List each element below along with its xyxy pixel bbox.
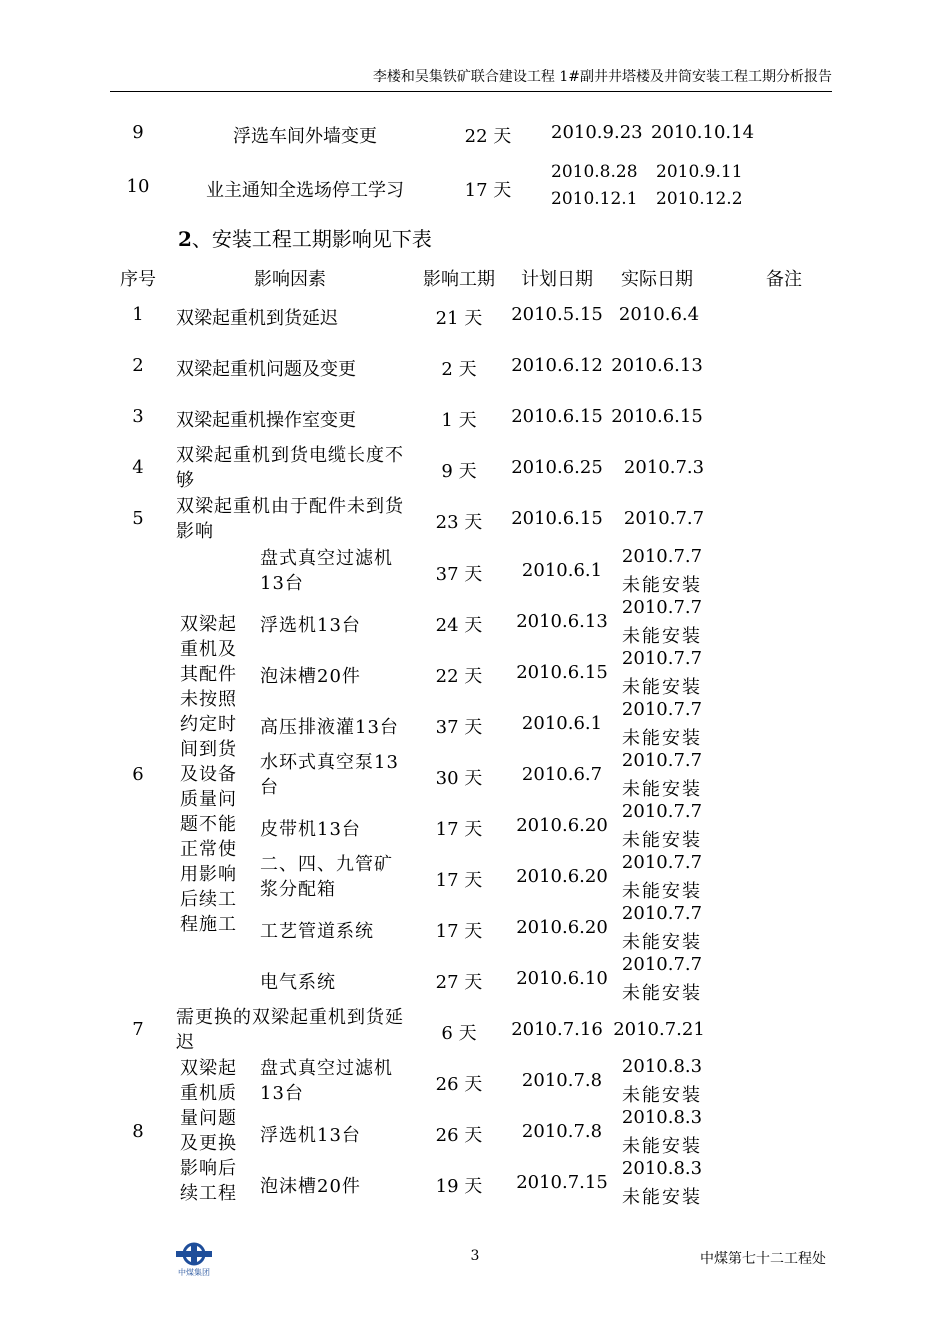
row-planned: 2010.6.15 bbox=[516, 662, 608, 683]
row-planned: 2010.5.15 bbox=[511, 304, 603, 325]
row-subitem: 二、四、九管矿浆分配箱 bbox=[260, 854, 393, 900]
row-subitem: 水环式真空泵13台 bbox=[260, 752, 399, 798]
row-days: 1 天 bbox=[441, 410, 477, 431]
row-status: 未能安装 bbox=[622, 728, 702, 749]
row-status: 未能安装 bbox=[622, 1136, 702, 1157]
row-status: 未能安装 bbox=[622, 575, 702, 596]
row-subitem: 盘式真空过滤机13台 bbox=[260, 548, 393, 594]
row-actual: 2010.7.7 bbox=[621, 750, 703, 771]
row-planned: 2010.7.8 bbox=[521, 1070, 603, 1091]
row-date-start: 2010.12.1 bbox=[551, 189, 638, 209]
row-days: 2 天 bbox=[441, 359, 477, 380]
row-planned: 2010.6.12 bbox=[511, 355, 603, 376]
row-status: 未能安装 bbox=[622, 779, 702, 800]
row-actual: 2010.6.15 bbox=[611, 406, 703, 427]
row-days: 37 天 bbox=[435, 564, 483, 585]
row-subitem: 泡沫槽20件 bbox=[260, 1176, 361, 1197]
col-header-planned: 计划日期 bbox=[521, 269, 593, 290]
row-factor: 业主通知全选场停工学习 bbox=[206, 180, 404, 201]
row-days: 17 天 bbox=[464, 180, 512, 201]
logo-text: 中煤集团 bbox=[178, 1268, 210, 1277]
row-status: 未能安装 bbox=[622, 830, 702, 851]
row-actual: 2010.7.7 bbox=[621, 546, 703, 567]
row-days: 6 天 bbox=[441, 1023, 477, 1044]
footer-org: 中煤第七十二工程处 bbox=[700, 1251, 826, 1267]
group-label: 双梁起重机及其配件未按照约定时间到货及设备质量问题不能正常使用影响后续工程施工 bbox=[180, 614, 237, 935]
row-planned: 2010.6.15 bbox=[511, 508, 603, 529]
row-days: 17 天 bbox=[435, 921, 483, 942]
row-actual: 2010.8.3 bbox=[621, 1056, 703, 1077]
row-factor: 双梁起重机由于配件未到货影响 bbox=[176, 496, 404, 542]
row-days: 22 天 bbox=[464, 126, 512, 147]
row-subitem: 皮带机13台 bbox=[260, 819, 361, 840]
row-subitem: 电气系统 bbox=[260, 972, 336, 993]
col-header-days: 影响工期 bbox=[423, 269, 495, 290]
section-number: 2 bbox=[178, 227, 192, 251]
row-actual: 2010.8.3 bbox=[621, 1107, 703, 1128]
row-planned: 2010.6.20 bbox=[516, 866, 608, 887]
row-planned: 2010.7.8 bbox=[521, 1121, 603, 1142]
row-planned: 2010.6.25 bbox=[511, 457, 603, 478]
header-title: 李楼和吴集铁矿联合建设工程 1#副井井塔楼及井筒安装工程工期分析报告 bbox=[372, 69, 832, 85]
row-days: 27 天 bbox=[435, 972, 483, 993]
company-logo bbox=[165, 1240, 223, 1276]
row-planned: 2010.7.15 bbox=[516, 1172, 608, 1193]
row-days: 37 天 bbox=[435, 717, 483, 738]
row-factor: 双梁起重机到货电缆长度不够 bbox=[176, 445, 404, 491]
row-planned: 2010.6.20 bbox=[516, 815, 608, 836]
row-days: 22 天 bbox=[435, 666, 483, 687]
row-actual: 2010.7.7 bbox=[621, 699, 703, 720]
row-actual: 2010.6.13 bbox=[611, 355, 703, 376]
row-number: 10 bbox=[126, 176, 150, 197]
row-number: 4 bbox=[132, 457, 144, 478]
row-subitem: 浮选机13台 bbox=[260, 615, 361, 636]
row-planned: 2010.6.10 bbox=[516, 968, 608, 989]
row-actual: 2010.8.3 bbox=[621, 1158, 703, 1179]
col-header-remark: 备注 bbox=[766, 269, 802, 290]
row-date-end: 2010.12.2 bbox=[656, 189, 743, 209]
row-number: 5 bbox=[132, 508, 144, 529]
row-subitem: 高压排液灌13台 bbox=[260, 717, 399, 738]
row-days: 21 天 bbox=[435, 308, 483, 329]
row-status: 未能安装 bbox=[622, 1187, 702, 1208]
row-status: 未能安装 bbox=[622, 983, 702, 1004]
row-subitem: 浮选机13台 bbox=[260, 1125, 361, 1146]
row-days: 9 天 bbox=[441, 461, 477, 482]
row-factor: 双梁起重机到货延迟 bbox=[176, 308, 338, 329]
row-actual: 2010.7.7 bbox=[621, 648, 703, 669]
row-days: 30 天 bbox=[435, 768, 483, 789]
row-planned: 2010.6.20 bbox=[516, 917, 608, 938]
row-subitem: 盘式真空过滤机13台 bbox=[260, 1058, 393, 1104]
row-actual: 2010.7.7 bbox=[621, 597, 703, 618]
row-days: 23 天 bbox=[435, 512, 483, 533]
row-actual: 2010.7.7 bbox=[621, 954, 703, 975]
row-date-start: 2010.8.28 bbox=[551, 162, 638, 182]
row-days: 17 天 bbox=[435, 870, 483, 891]
row-actual: 2010.7.21 bbox=[613, 1019, 705, 1040]
row-actual: 2010.7.3 bbox=[623, 457, 705, 478]
row-number: 8 bbox=[132, 1121, 144, 1142]
row-days: 19 天 bbox=[435, 1176, 483, 1197]
row-factor: 双梁起重机操作室变更 bbox=[176, 410, 356, 431]
row-actual: 2010.6.4 bbox=[618, 304, 700, 325]
row-status: 未能安装 bbox=[622, 932, 702, 953]
row-actual: 2010.7.7 bbox=[621, 903, 703, 924]
row-days: 17 天 bbox=[435, 819, 483, 840]
row-planned: 2010.6.1 bbox=[521, 560, 603, 581]
row-planned: 2010.6.13 bbox=[516, 611, 608, 632]
row-status: 未能安装 bbox=[622, 1085, 702, 1106]
row-date-end: 2010.9.11 bbox=[656, 162, 743, 182]
row-number: 3 bbox=[132, 406, 144, 427]
row-planned: 2010.7.16 bbox=[511, 1019, 603, 1040]
row-days: 24 天 bbox=[435, 615, 483, 636]
row-number: 6 bbox=[132, 764, 144, 785]
row-status: 未能安装 bbox=[622, 677, 702, 698]
row-subitem: 泡沫槽20件 bbox=[260, 666, 361, 687]
row-days: 26 天 bbox=[435, 1125, 483, 1146]
row-actual: 2010.7.7 bbox=[621, 801, 703, 822]
row-factor: 双梁起重机问题及变更 bbox=[176, 359, 356, 380]
group-label: 双梁起重机质量问题及更换影响后续工程 bbox=[180, 1058, 237, 1204]
row-number: 7 bbox=[132, 1019, 144, 1040]
section-title: 、安装工程工期影响见下表 bbox=[191, 227, 432, 251]
row-status: 未能安装 bbox=[622, 881, 702, 902]
row-number: 9 bbox=[132, 122, 144, 143]
section-heading bbox=[178, 223, 432, 252]
page-number: 3 bbox=[470, 1248, 480, 1264]
row-factor: 浮选车间外墙变更 bbox=[233, 126, 377, 147]
row-factor: 需更换的双梁起重机到货延迟 bbox=[176, 1007, 404, 1053]
row-days: 26 天 bbox=[435, 1074, 483, 1095]
row-date-end: 2010.10.14 bbox=[651, 122, 755, 143]
row-number: 2 bbox=[132, 355, 144, 376]
row-status: 未能安装 bbox=[622, 626, 702, 647]
row-planned: 2010.6.15 bbox=[511, 406, 603, 427]
col-header-actual: 实际日期 bbox=[621, 269, 693, 290]
col-header-factor: 影响因素 bbox=[254, 269, 326, 290]
row-date-start: 2010.9.23 bbox=[551, 122, 643, 143]
row-planned: 2010.6.7 bbox=[521, 764, 603, 785]
row-actual: 2010.7.7 bbox=[621, 852, 703, 873]
row-actual: 2010.7.7 bbox=[623, 508, 705, 529]
row-planned: 2010.6.1 bbox=[521, 713, 603, 734]
page-header bbox=[110, 66, 832, 92]
row-subitem: 工艺管道系统 bbox=[260, 921, 374, 942]
col-header-no: 序号 bbox=[120, 269, 156, 290]
row-number: 1 bbox=[132, 304, 144, 325]
